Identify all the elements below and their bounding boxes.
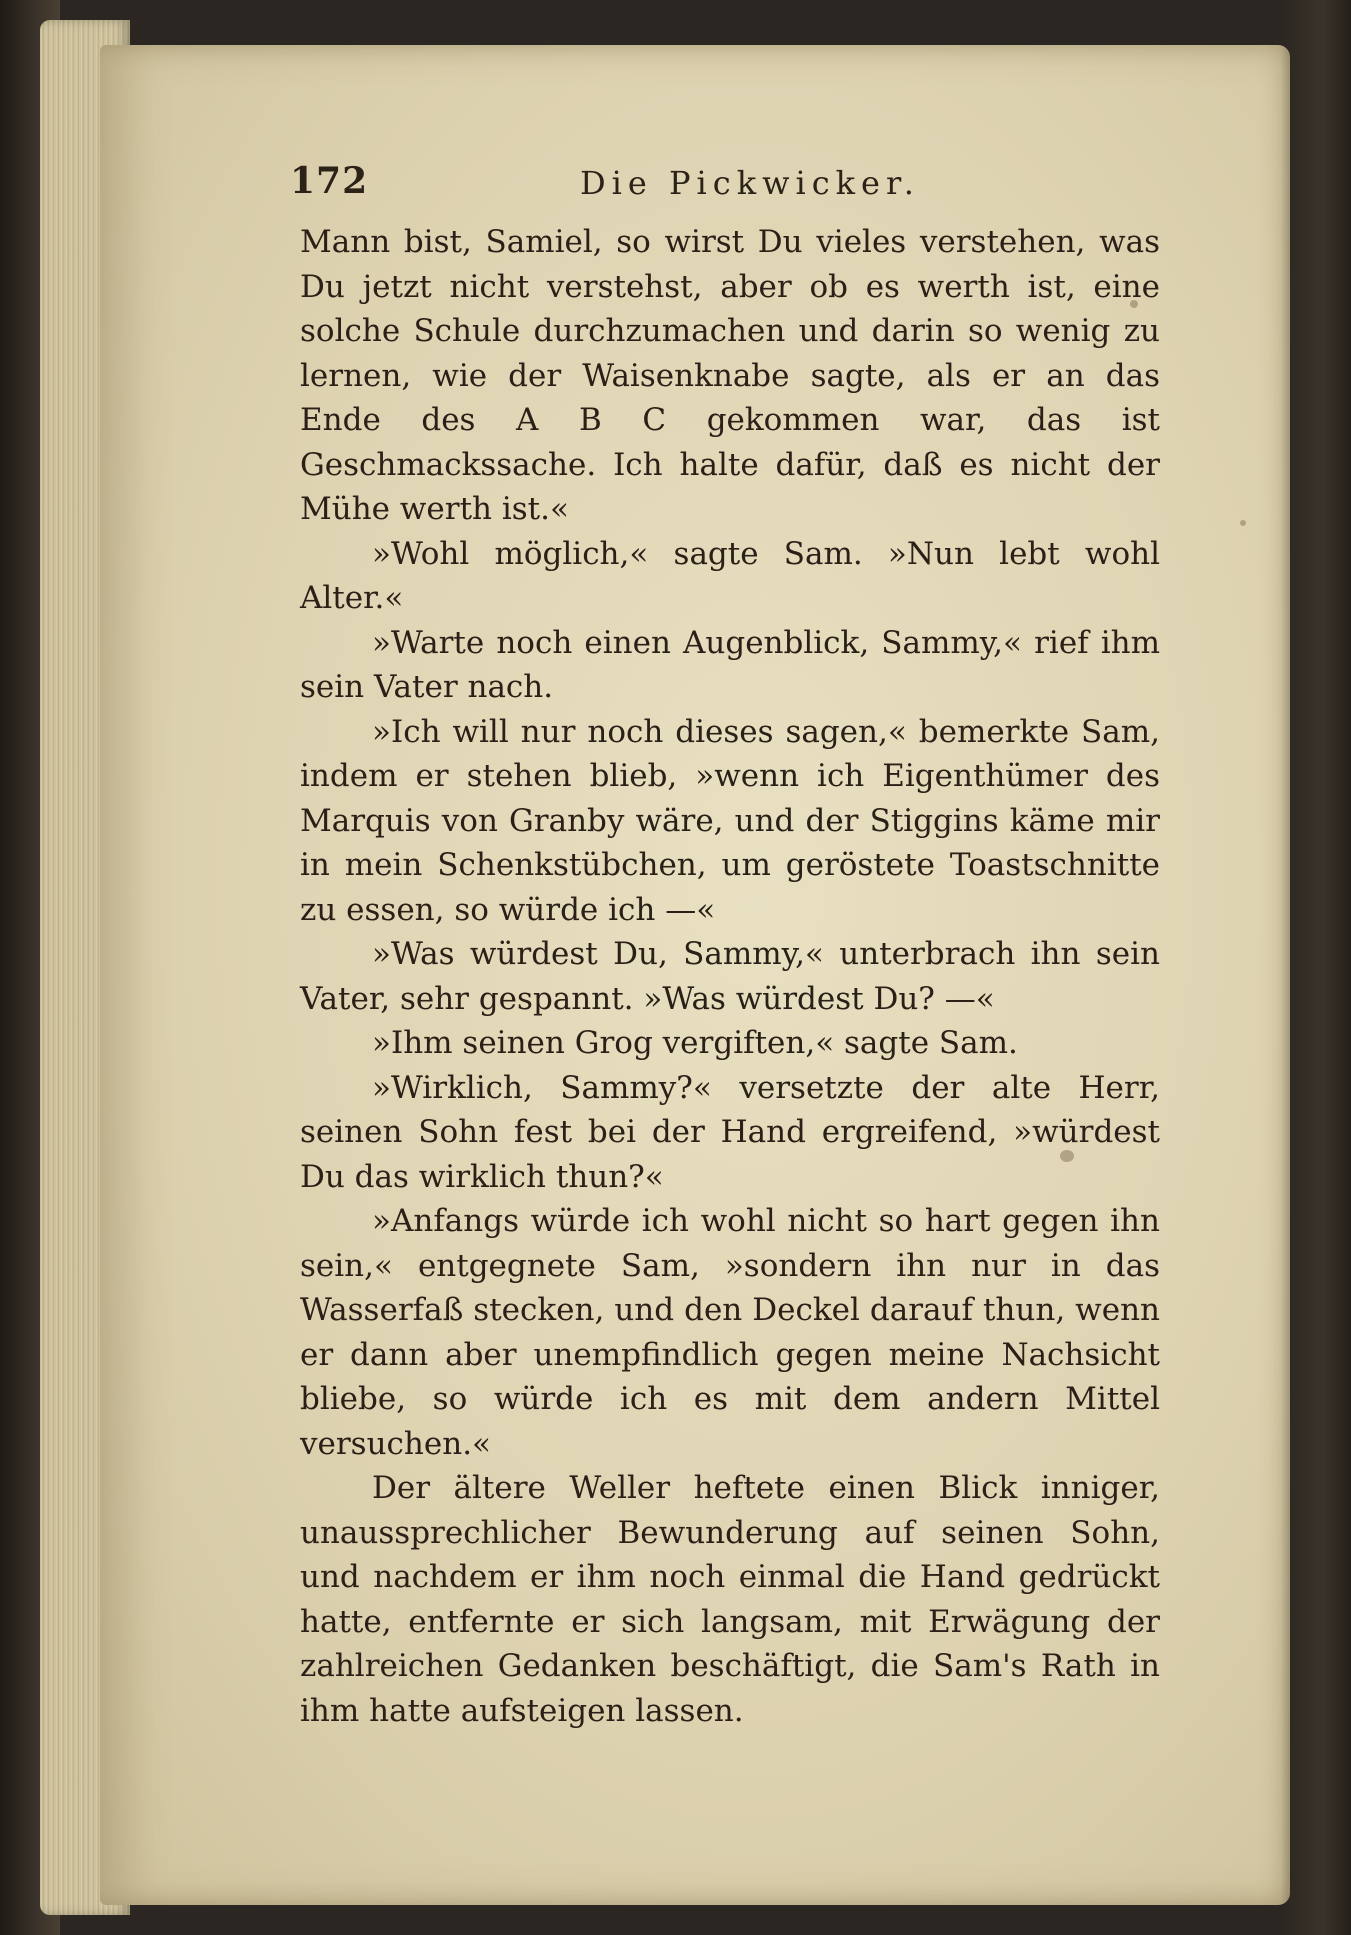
paragraph-4: »Ich will nur noch dieses sagen,« bemerkte Sam, indem er stehen blieb, »wenn ich Eigenthümer des Marquis von Granby wäre, und der Stiggins käme mir in mein Schenkstübchen, um geröstete Toastschnitte zu essen, so würde ich —« xyxy=(300,713,1160,928)
paper-speck xyxy=(1240,520,1246,526)
paragraph-8: »Anfangs würde ich wohl nicht so hart gegen ihn sein,« entgegnete Sam, »sondern ihn nur in das Wasserfaß stecken, und den Deckel darauf thun, wenn er dann aber unempfindlich gegen meine Nachsicht bliebe, so würde ich es mit dem andern Mittel versuchen.« xyxy=(300,1203,1160,1462)
page-body xyxy=(300,220,1160,1733)
paragraph-7: »Wirklich, Sammy?« versetzte der alte Herr, seinen Sohn fest bei der Hand ergreifend, »würdest Du das wirklich thun?« xyxy=(300,1069,1160,1195)
paragraph-2: »Wohl möglich,« sagte Sam. »Nun lebt wohl Alter.« xyxy=(300,535,1160,616)
running-title: Die Pickwicker. xyxy=(580,164,920,202)
paragraph-6: »Ihm seinen Grog vergiften,« sagte Sam. xyxy=(372,1025,1018,1061)
paragraph-3: »Warte noch einen Augenblick, Sammy,« rief ihm sein Vater nach. xyxy=(300,624,1160,705)
right-edge-shadow xyxy=(1281,0,1351,1935)
paragraph-9: Der ältere Weller heftete einen Blick inniger, unaussprechlicher Bewunderung auf seinen Sohn, und nachdem er ihm noch einmal die Hand gedrückt hatte, entfernte er sich langsam, mit Erwägung der zahlreichen Gedanken beschäftigt, die Sam's Rath in ihm hatte aufsteigen lassen. xyxy=(300,1470,1160,1729)
paragraph-1: Mann bist, Samiel, so wirst Du vieles verstehen, was Du jetzt nicht verstehst, aber ob es werth ist, eine solche Schule durchzumachen und darin so wenig zu lernen, wie der Waisenknabe sagte, als er an das Ende des A B C gekommen war, das ist Geschmackssache. Ich halte dafür, daß es nicht der Mühe werth ist.« xyxy=(300,224,1160,527)
paragraph-5: »Was würdest Du, Sammy,« unterbrach ihn sein Vater, sehr gespannt. »Was würdest Du? —« xyxy=(300,936,1160,1017)
page-number: 172 xyxy=(290,160,369,202)
